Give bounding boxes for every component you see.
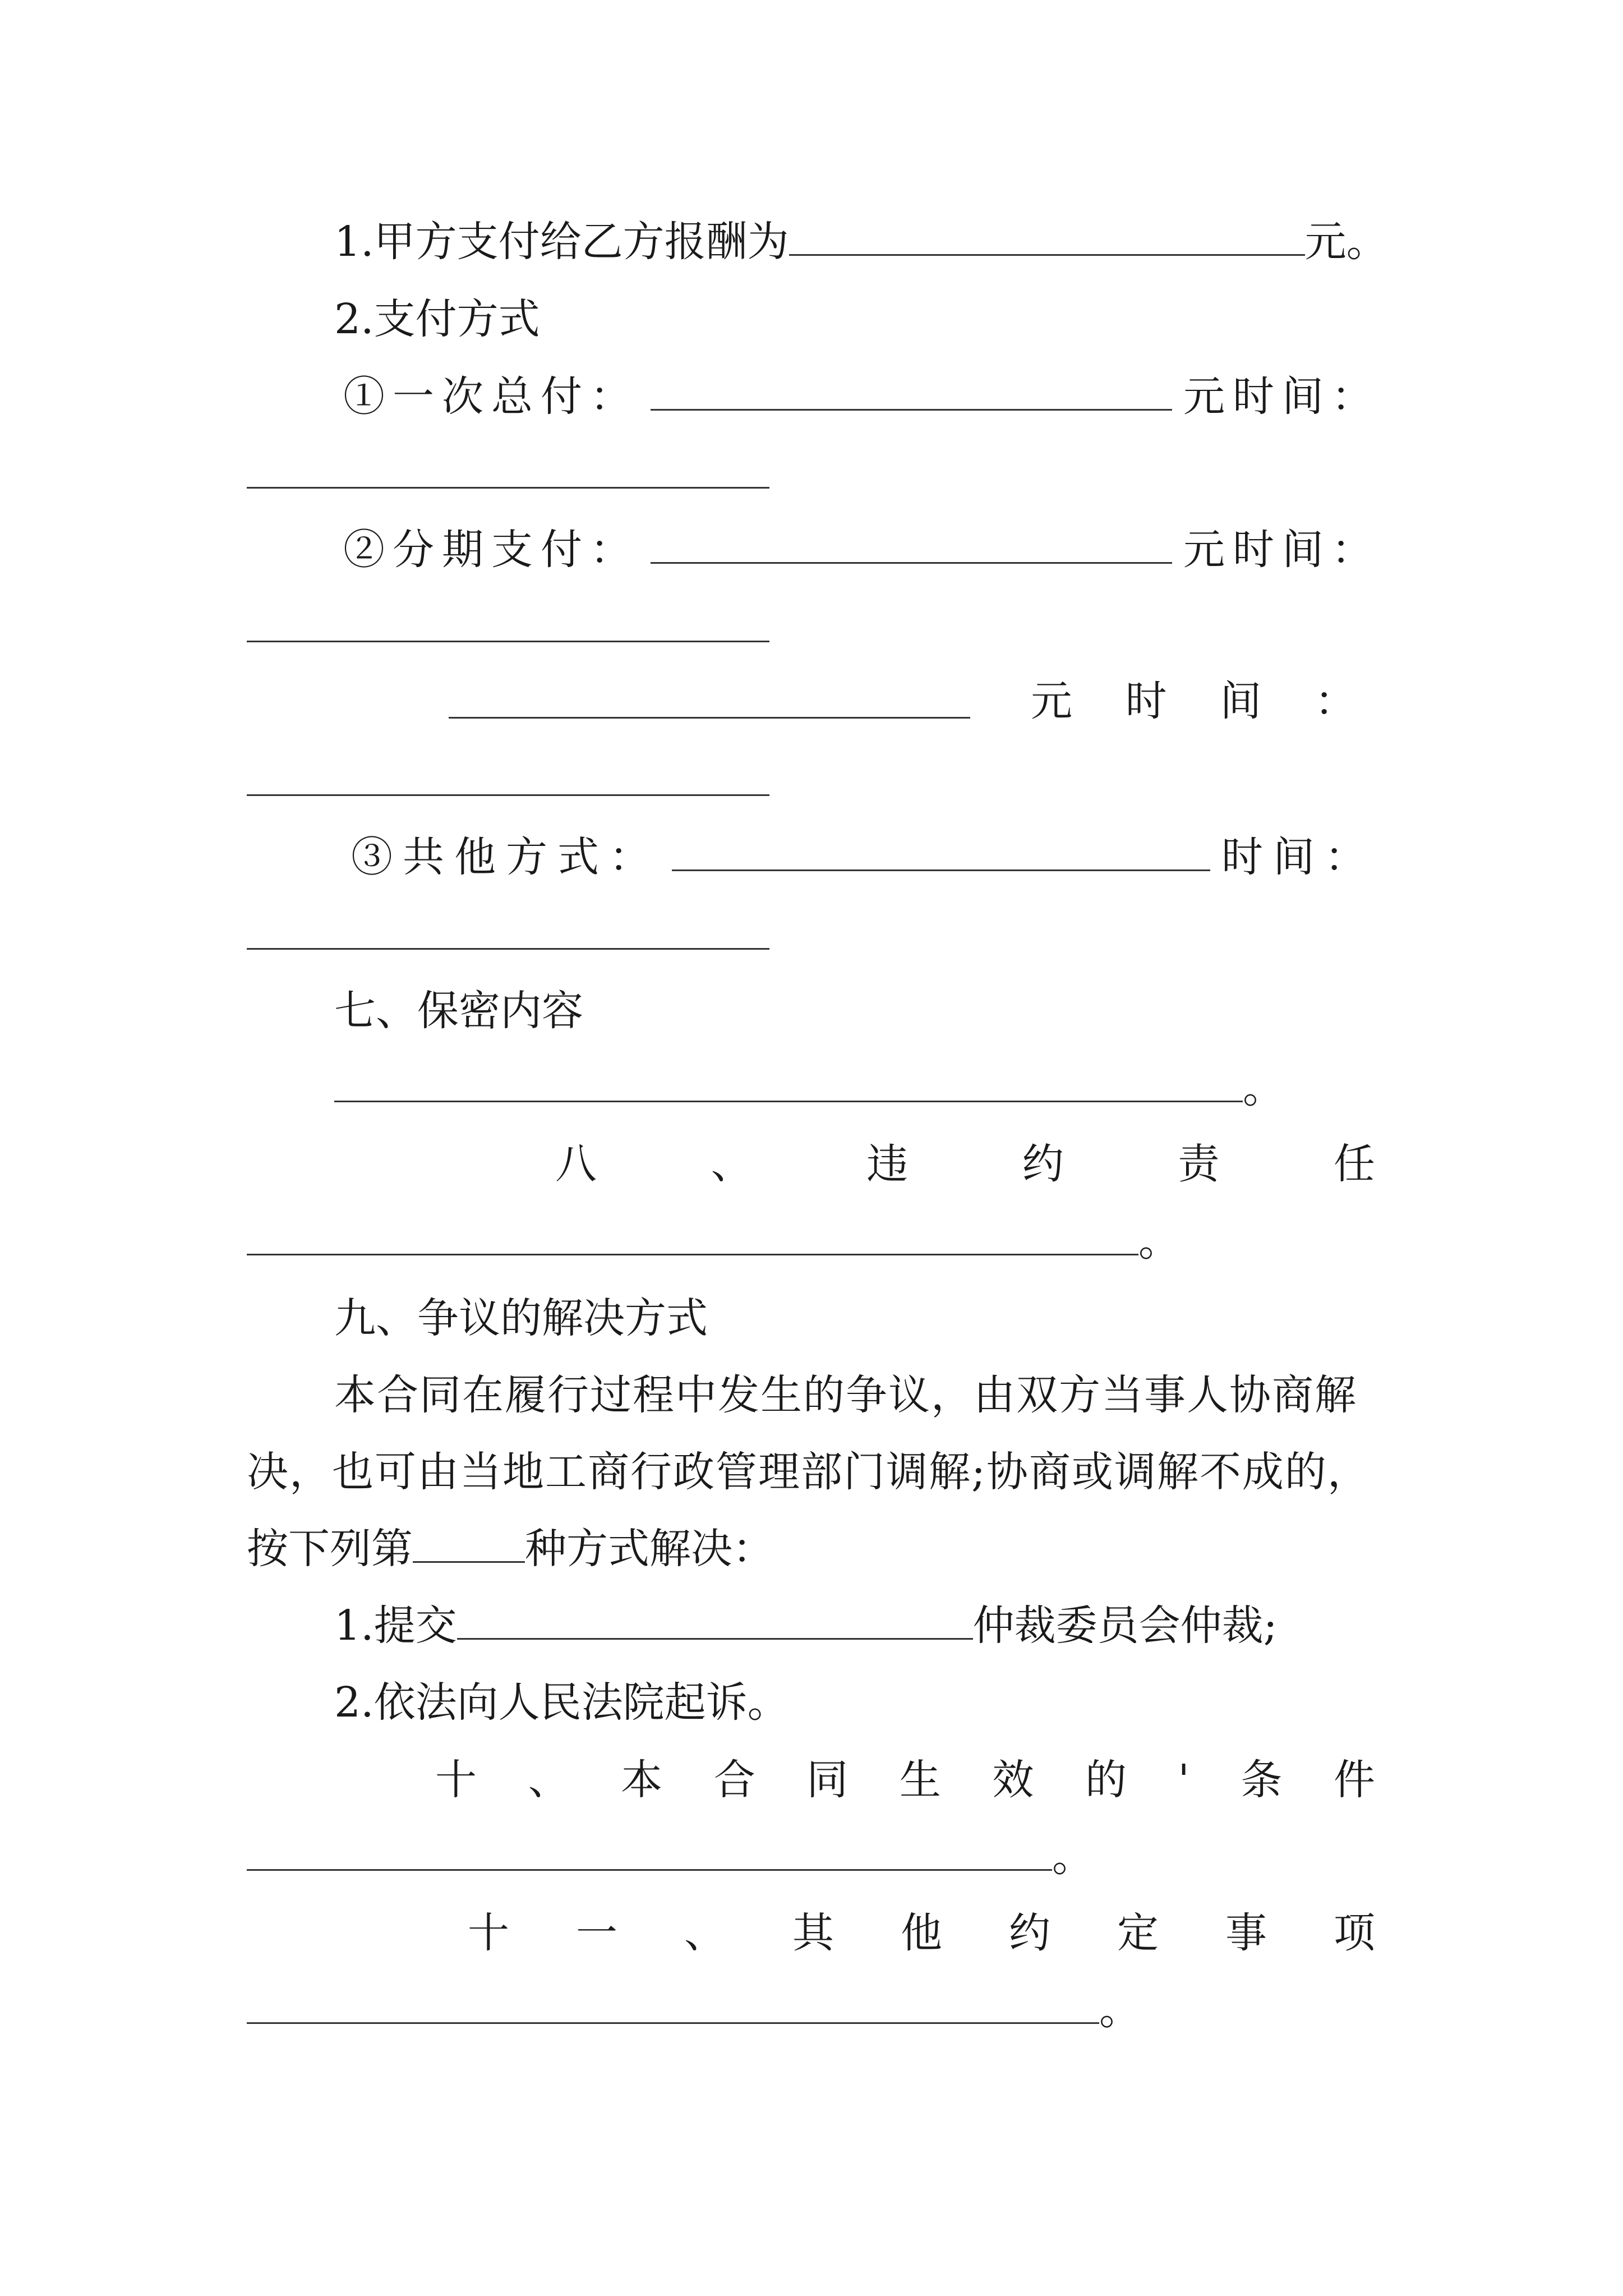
arbitration-label: 1.提交: [334, 1602, 457, 1650]
section-9-para-line-2: 决，也可由当地工商行政管理部门调解;协商或调解不成的，: [247, 1448, 1370, 1496]
installment-line: [343, 522, 1381, 578]
section-11-char: 、: [684, 1909, 726, 1957]
section-8-char: 责: [1178, 1140, 1220, 1188]
section-11-char: 一: [576, 1909, 617, 1957]
other-method-suffix: 时间：: [1221, 833, 1376, 881]
section-10-char: 的: [1085, 1756, 1127, 1804]
other-method-label: ③共他方式：: [351, 833, 661, 881]
section-11-char: 定: [1117, 1909, 1159, 1957]
section-11-char: 事: [1225, 1909, 1267, 1957]
section-7-title: 七、保密内容: [334, 987, 583, 1035]
section-10-char: 十: [435, 1756, 477, 1804]
installment-suffix: 元时间：: [1183, 526, 1381, 574]
installment2-time-blank[interactable]: [247, 794, 769, 796]
section-7-content-line: [334, 1060, 1284, 1116]
section-9-choice-suffix: 种方式解决：: [525, 1525, 774, 1573]
section-10-char: 本: [621, 1756, 663, 1804]
payment-amount-line: [334, 214, 1388, 270]
section-11-char: 他: [901, 1909, 942, 1957]
other-method-time-blank[interactable]: [247, 948, 769, 950]
section-8-char: 任: [1333, 1140, 1375, 1188]
payment-amount-suffix: 元。: [1304, 218, 1388, 266]
section-8-end: 。: [1138, 1217, 1180, 1266]
installment2-char: 元: [1031, 677, 1072, 725]
installment2-char: 间: [1220, 677, 1262, 725]
section-10-char: 生: [899, 1756, 941, 1804]
section-10-content-line: [247, 1829, 1094, 1885]
section-11-char: 约: [1009, 1909, 1050, 1957]
section-8-char: 约: [1022, 1140, 1064, 1188]
lump-sum-time-blank[interactable]: [247, 487, 769, 489]
lump-sum-line: [343, 369, 1381, 425]
payment-amount-label: 1.甲方支付给乙方报酬为: [334, 218, 789, 266]
section-10-char: 同: [806, 1756, 849, 1804]
section-9-choice-label: 按下列第: [247, 1525, 413, 1573]
section-7-end: 。: [1243, 1064, 1284, 1112]
lump-sum-label: ①一次总付：: [343, 372, 639, 421]
section-11-title: [468, 1905, 1375, 1961]
section-8-char: 八: [555, 1140, 597, 1188]
section-9-title: 九、争议的解决方式: [334, 1294, 708, 1342]
lump-sum-suffix: 元时间：: [1183, 372, 1381, 421]
payment-amount-blank[interactable]: [789, 215, 1305, 256]
section-9-para-line-1: 本合同在履行过程中发生的争议，由双方当事人协商解: [334, 1371, 1357, 1419]
section-11-char: 十: [468, 1909, 509, 1957]
arbitration-blank[interactable]: [457, 1599, 973, 1640]
installment2-line: [1031, 673, 1356, 729]
arbitration-suffix: 仲裁委员会仲裁;: [972, 1602, 1278, 1650]
section-11-char: 其: [792, 1909, 834, 1957]
section-10-char: 件: [1333, 1756, 1375, 1804]
section-8-title: [555, 1136, 1375, 1192]
section-10-content-blank[interactable]: [247, 1830, 1052, 1871]
other-method-blank[interactable]: [672, 830, 1210, 871]
arbitration-line: [334, 1598, 1278, 1654]
section-11-end: 。: [1099, 1986, 1141, 2034]
section-11-content-blank[interactable]: [247, 1983, 1099, 2024]
section-11-content-line: [247, 1982, 1141, 2038]
installment2-char: 时: [1125, 677, 1167, 725]
installment-amount-blank[interactable]: [651, 523, 1172, 564]
installment-time-blank[interactable]: [247, 641, 769, 642]
section-9-choice-blank[interactable]: [413, 1522, 525, 1563]
section-8-content-line: [247, 1213, 1180, 1269]
installment2-amount-blank[interactable]: [449, 717, 970, 719]
section-10-char: 、: [528, 1756, 570, 1804]
section-11-char: 项: [1334, 1909, 1375, 1957]
section-8-char: 违: [866, 1140, 909, 1188]
other-method-line: [351, 829, 1376, 885]
section-8-content-blank[interactable]: [247, 1214, 1138, 1255]
section-10-char: 条: [1241, 1756, 1283, 1804]
litigation-line: 2.依法向人民法院起诉。: [334, 1678, 789, 1727]
section-10-char: 合: [713, 1756, 755, 1804]
section-10-title: [435, 1752, 1375, 1808]
section-9-para-line-3: [247, 1521, 774, 1577]
section-10-char: ': [1178, 1756, 1189, 1804]
payment-method-heading: 2.支付方式: [334, 295, 540, 343]
section-7-content-blank[interactable]: [334, 1061, 1243, 1102]
lump-sum-amount-blank[interactable]: [651, 370, 1172, 411]
section-10-char: 效: [992, 1756, 1034, 1804]
section-8-char: 、: [711, 1140, 753, 1188]
installment-label: ②分期支付：: [343, 526, 639, 574]
installment2-char: ：: [1314, 677, 1356, 725]
section-10-end: 。: [1052, 1833, 1094, 1881]
